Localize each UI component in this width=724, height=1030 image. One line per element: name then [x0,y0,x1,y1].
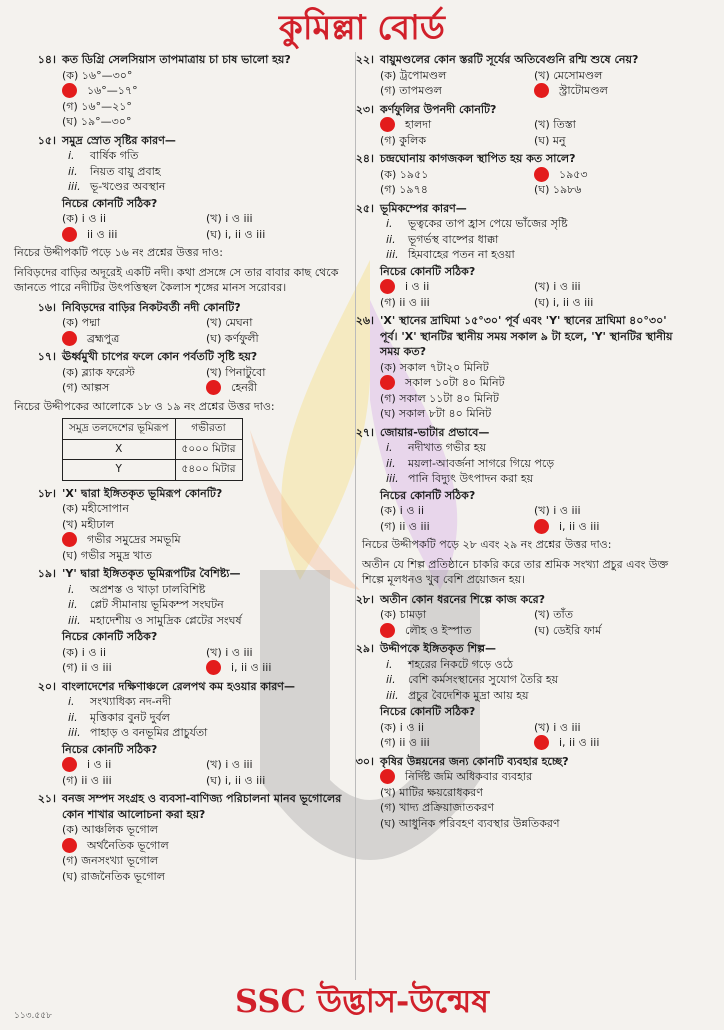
option: (খ) মাটির ক্ষয়রোধকরণ [380,785,483,799]
statement: iii. ভূ-খণ্ডের অবস্থান [68,180,166,193]
option: (গ) কুলিক [380,133,427,147]
statement: iii. মহাদেশীয় ও সামুদ্রিক প্লেটের সংঘর্ষ [68,613,242,627]
option: (ক) ১৬°—৩০° [62,68,133,82]
statement: iii. হিমবাহের পতন না হওয়া [386,248,515,261]
option: (ক) i ও ii [380,720,425,734]
option: (ঘ) রাজনৈতিক ভূগোল [62,869,165,883]
answer-dot [380,375,395,390]
answer-dot [534,735,549,750]
option: (ঘ) i, ii ও iii [206,227,266,241]
table-cell: ৫০০০ মিটার [175,439,242,460]
option: (গ) জনসংখ্যা ভূগোল [62,854,159,867]
question-30: ৩০। কৃষির উন্নয়নের জন্য কোনটি ব্যবহার হচ্ছে? নির্দিষ্ট জমি অধিকবার ব্যবহার (খ) মাটির ক্ষয়রোধকরণ (গ) খাদ্য প্রক্রিয়াজাতকরণ (ঘ) আধুনিক পরিবহণ ব্যবস্থার উন্নতিকরণ [380,754,680,832]
question-17: ১৭। ঊর্ধ্বমুখী চাপের ফলে কোন পর্বতটি সৃষ্টি হয়? (ক) ব্ল্যাক ফরেস্ট (খ) পিনাটুবো (গ) আল্পস হেনরী [62,349,342,396]
option-correct: লৌহ ও ইস্পাত [380,623,526,639]
option: (গ) ১৯৭৪ [380,183,428,196]
option: (ক) ব্ল্যাক ফরেস্ট [62,365,135,379]
option: (গ) খাদ্য প্রক্রিয়াজাতকরণ [380,801,495,814]
option-correct: ii ও iii [62,227,198,243]
option: (খ) i ও iii [534,280,581,293]
left-column [14,52,342,887]
question-18: ১৮। 'X' দ্বারা ইঙ্গিতকৃত ভূমিরূপ কোনটি? (ক) মহীসোপান (খ) মহীঢাল গভীর সমুদ্রের সমভূমি (ঘ) গভীর সমুদ্র খাত [62,486,342,564]
statement: ii. বেশি কর্মসংস্থানের সুযোগ তৈরি হয় [386,673,559,686]
option: (খ) মেসোমণ্ডল [534,68,603,82]
option: (গ) তাপমণ্ডল [380,84,442,97]
option: (গ) ii ও iii [380,295,430,309]
option: (খ) i ও iii [534,504,581,517]
option-correct: i, ii ও iii [534,735,680,751]
answer-dot [534,83,549,98]
option: (খ) তাঁত [534,608,574,621]
option: (ক) সকাল ৭টা২০ মিনিট [380,360,489,374]
option-correct: ব্রহ্মপুত্র [62,331,198,347]
option: (ঘ) সকাল ৮টা ৪০ মিনিট [380,407,492,420]
option: (ঘ) i, ii ও iii [534,295,594,309]
stimulus-instruction: নিচের উদ্দীপকটি পড়ে ১৬ নং প্রশ্নের উত্তর দাও: [14,246,223,259]
option-correct: নির্দিষ্ট জমি অধিকবার ব্যবহার [380,769,680,785]
board-title: কুমিল্লা বোর্ড [279,8,445,48]
answer-dot [534,519,549,534]
option: (ঘ) গভীর সমুদ্র খাত [62,548,152,562]
option: (খ) পিনাটুবো [206,365,266,379]
option-correct: সকাল ১০টা ৪০ মিনিট [380,375,680,391]
answer-dot [380,769,395,784]
answer-dot [206,380,221,395]
option: (খ) মহীঢাল [62,517,114,531]
answer-dot [380,117,395,132]
question-25: ২৫। ভূমিকম্পের কারণ— i. ভূত্বকের তাপ হ্রাস পেয়ে ভাঁজের সৃষ্টি ii. ভূগর্ভস্থ বাষ্পের ধাক্কা iii. হিমবাহের পতন না হওয়া নিচের কোনটি সঠিক? i ও ii (খ) i ও iii (গ) ii ও iii (ঘ) i, ii ও iii [380,201,680,311]
answer-dot [62,227,77,242]
option: (ক) i ও ii [62,212,107,225]
statement: ii. প্লেট সীমানায় ভূমিকম্প সংঘটন [68,598,224,611]
table-cell: Y [63,460,176,481]
question-26: ২৬। 'X' স্থানের দ্রাঘিমা ১৫°৩০' পূর্ব এবং 'Y' স্থানের দ্রাঘিমা ৪০°৩০' পূর্ব। 'X' স্থানটির স্থানীয় সময় সকাল ৯ টা হলে, 'Y' স্থানটির স্থানীয় সময় কত? (ক) সকাল ৭টা২০ মিনিট সকাল ১০টা ৪০ মিনিট (গ) সকাল ১১টা ৪০ মিনিট (ঘ) সকাল ৮টা ৪০ মিনিট [380,313,680,422]
answer-dot [534,167,549,182]
statement: ii. ভূগর্ভস্থ বাষ্পের ধাক্কা [386,232,499,246]
statement: iii. পানি বিদ্যুৎ উৎপাদন করা হয় [386,472,534,485]
option: (খ) i ও iii [206,758,253,771]
option: (ক) i ও ii [380,504,425,517]
table-header: গভীরতা [175,419,242,440]
answer-dot [62,838,77,853]
option: (ঘ) i, ii ও iii [206,773,266,787]
depth-table [62,418,243,481]
option: (গ) সকাল ১১টা ৪০ মিনিট [380,391,499,405]
question-27: ২৭। জোয়ার-ভাটার প্রভাবে— i. নদীখাত গভীর হয় ii. ময়লা-আবর্জনা সাগরে গিয়ে পড়ে iii. পানি বিদ্যুৎ উৎপাদন করা হয় নিচের কোনটি সঠিক? (ক) i ও ii (খ) i ও iii (গ) ii ও iii i, ii ও iii [380,425,680,535]
option: (ঘ) ১৯৮৬ [534,183,582,196]
stimulus-instruction: নিচের উদ্দীপকটি পড়ে ২৮ এবং ২৯ নং প্রশ্নের উত্তর দাও: [362,538,612,551]
table-header: সমুদ্র তলদেশের ভূমিরূপ [63,419,176,440]
answer-dot [206,660,221,675]
column-divider [355,52,356,980]
option-correct: গভীর সমুদ্রের সমভূমি [62,532,342,548]
statement: ii. ময়লা-আবর্জনা সাগরে গিয়ে পড়ে [386,456,555,470]
option: (গ) ii ও iii [62,661,112,674]
stimulus-instruction: নিচের উদ্দীপকের আলোকে ১৮ ও ১৯ নং প্রশ্নের উত্তর দাও: [14,399,275,413]
option-correct: i, ii ও iii [206,660,342,676]
question-21: ২১। বনজ সম্পদ সংগ্রহ ও ব্যবসা-বাণিজ্য পরিচালনা মানব ভূগোলের কোন শাখার আলোচনা করা হয়? (ক) আঞ্চলিক ভূগোল অর্থনৈতিক ভূগোল (গ) জনসংখ্যা ভূগোল (ঘ) রাজনৈতিক ভূগোল [37,792,342,883]
option: (গ) ১৬°—২১° [62,99,132,113]
option: (ক) ট্রপোমণ্ডল [380,68,447,82]
option-correct: অর্থনৈতিক ভূগোল [62,838,342,854]
option: (খ) মেঘনা [206,316,253,329]
question-29: ২৯। উদ্দীপকে ইঙ্গিতকৃত শিল্প— i. শহরের নিকটে গড়ে ওঠে ii. বেশি কর্মসংস্থানের সুযোগ তৈরি হয় iii. প্রচুর বৈদেশিক মুদ্রা আয় হয় নিচের কোনটি সঠিক? (ক) i ও ii (খ) i ও iii (গ) ii ও iii i, ii ও iii [380,641,680,751]
page-code: ১১৩.৫৫৮ [14,1011,52,1021]
statement: i. অপ্রশস্ত ও খাড়া ঢালবিশিষ্ট [68,582,206,596]
statement: i. নদীখাত গভীর হয় [386,441,487,454]
answer-dot [62,532,77,547]
statement: iii. প্রচুর বৈদেশিক মুদ্রা আয় হয় [386,688,529,702]
statement: iii. পাহাড় ও বনভূমির প্রাচুর্যতা [68,726,208,739]
statement: ii. নিয়ত বায়ু প্রবাহ [68,164,161,178]
statement: i. বার্ষিক গতি [68,149,139,162]
option: (ক) পদ্মা [62,316,101,329]
option: (খ) i ও iii [206,212,253,225]
question-15: ১৫। সমুদ্র স্রোত সৃষ্টির কারণ— i. বার্ষিক গতি ii. নিয়ত বায়ু প্রবাহ iii. ভূ-খণ্ডের অবস্থান নিচের কোনটি সঠিক? (ক) i ও ii (খ) i ও iii ii ও iii (ঘ) i, ii ও iii [62,133,342,243]
question-19: ১৯। 'Y' দ্বারা ইঙ্গিতকৃত ভূমিরূপটির বৈশিষ্ট্য— i. অপ্রশস্ত ও খাড়া ঢালবিশিষ্ট ii. প্লেট সীমানায় ভূমিকম্প সংঘটন iii. মহাদেশীয় ও সামুদ্রিক প্লেটের সংঘর্ষ নিচের কোনটি সঠিক? (ক) i ও ii (খ) i ও iii (গ) ii ও iii i, ii ও iii [62,566,342,676]
option: (গ) ii ও iii [380,736,430,749]
option: (ঘ) ১৯°—৩০° [62,115,132,128]
statement: i. সংখ্যাধিক্য নদ-নদী [68,695,172,708]
option-correct: হালদা [380,117,526,133]
option-correct: হেনরী [206,380,342,396]
option: (ক) মহীসোপান [62,502,129,515]
option: (গ) ii ও iii [380,519,430,533]
option-correct: ১৯৫৩ [534,167,680,183]
option: (গ) ii ও iii [62,773,112,787]
question-22: ২২। বায়ুমণ্ডলের কোন স্তরটি সূর্যের অতিবেগুনি রশ্মি শুষে নেয়? (ক) ট্রপোমণ্ডল (খ) মেসোমণ্ডল (গ) তাপমণ্ডল স্ট্রাটোমণ্ডল [380,52,680,99]
question-23: ২৩। কর্ণফুলির উপনদী কোনটি? হালদা (খ) তিস্তা (গ) কুলিক (ঘ) মনু [380,102,680,149]
question-24: ২৪। চন্দ্রঘোনায় কাগজকল স্থাপিত হয় কত সালে? (ক) ১৯৫১ ১৯৫৩ (গ) ১৯৭৪ (ঘ) ১৯৮৬ [380,151,680,198]
option: (ক) চামড়া [380,608,427,621]
option: (ক) ১৯৫১ [380,167,429,181]
table-cell: ৫৪০০ মিটার [175,460,242,481]
question-14: ১৪। কত ডিগ্রি সেলসিয়াস তাপমাত্রায় চা চাষ ভালো হয়? (ক) ১৬°—৩০° ১৬°—১৭° (গ) ১৬°—২১° (ঘ) ১৯°—৩০° [62,52,342,130]
statement: ii. মৃত্তিকার বুনট দুর্বল [68,710,170,724]
option-correct: i ও ii [380,279,526,295]
option: (খ) i ও iii [534,720,581,734]
answer-dot [62,83,77,98]
answer-dot [380,623,395,638]
option: (ঘ) ডেইরি ফার্ম [534,623,602,637]
question-16: ১৬। নিবিড়দের বাড়ির নিকটবর্তী নদী কোনটি? (ক) পদ্মা (খ) মেঘনা ব্রহ্মপুত্র (ঘ) কর্ণফুলী [62,300,342,347]
right-column [355,52,680,834]
option: (ক) আঞ্চলিক ভূগোল [62,823,158,836]
question-20: ২০। বাংলাদেশের দক্ষিণাঞ্চলে রেলপথ কম হওয়ার কারণ— i. সংখ্যাধিক্য নদ-নদী ii. মৃত্তিকার বুনট দুর্বল iii. পাহাড় ও বনভূমির প্রাচুর্যতা নিচের কোনটি সঠিক? i ও ii (খ) i ও iii (গ) ii ও iii (ঘ) i, ii ও iii [62,679,342,789]
option-correct: i, ii ও iii [534,519,680,535]
option-correct: ১৬°—১৭° [62,83,342,99]
brand-footer: SSC উদ্ভাস-উন্মেষ [235,982,489,1020]
statement: i. ভূত্বকের তাপ হ্রাস পেয়ে ভাঁজের সৃষ্টি [386,217,568,230]
option: (গ) আল্পস [62,381,110,394]
option: (ক) i ও ii [62,645,107,659]
statement: i. শহরের নিকটে গড়ে ওঠে [386,657,513,671]
option: (ঘ) কর্ণফুলী [206,331,259,345]
answer-dot [380,279,395,294]
option: (খ) i ও iii [206,645,253,659]
stimulus-text: নিবিড়দের বাড়ির অদূরেই একটি নদী। কথা প্রসঙ্গে সে তার বাবার কাছ থেকে জানতে পারে নদীটির উৎপত্তিস্থল কৈলাস শৃঙ্গের মানস সরোবর। [14,265,339,294]
answer-dot [62,757,77,772]
option-correct: স্ট্রাটোমণ্ডল [534,83,680,99]
question-28: ২৮। অতীন কোন ধরনের শিল্পে কাজ করে? (ক) চামড়া (খ) তাঁত লৌহ ও ইস্পাত (ঘ) ডেইরি ফার্ম [380,592,680,639]
option: (ঘ) আধুনিক পরিবহণ ব্যবস্থার উন্নতিকরণ [380,816,560,830]
option: (খ) তিস্তা [534,118,576,131]
stimulus-text: অতীন যে শিল্প প্রতিষ্ঠানে চাকরি করে তার শ্রমিক সংখ্যা প্রচুর এবং উক্ত শিল্পে মূলধনও খুব বেশি প্রয়োজন হয়। [362,557,669,586]
option: (ঘ) মনু [534,133,566,147]
option-correct: i ও ii [62,757,198,773]
answer-dot [62,331,77,346]
table-cell: X [63,439,176,460]
